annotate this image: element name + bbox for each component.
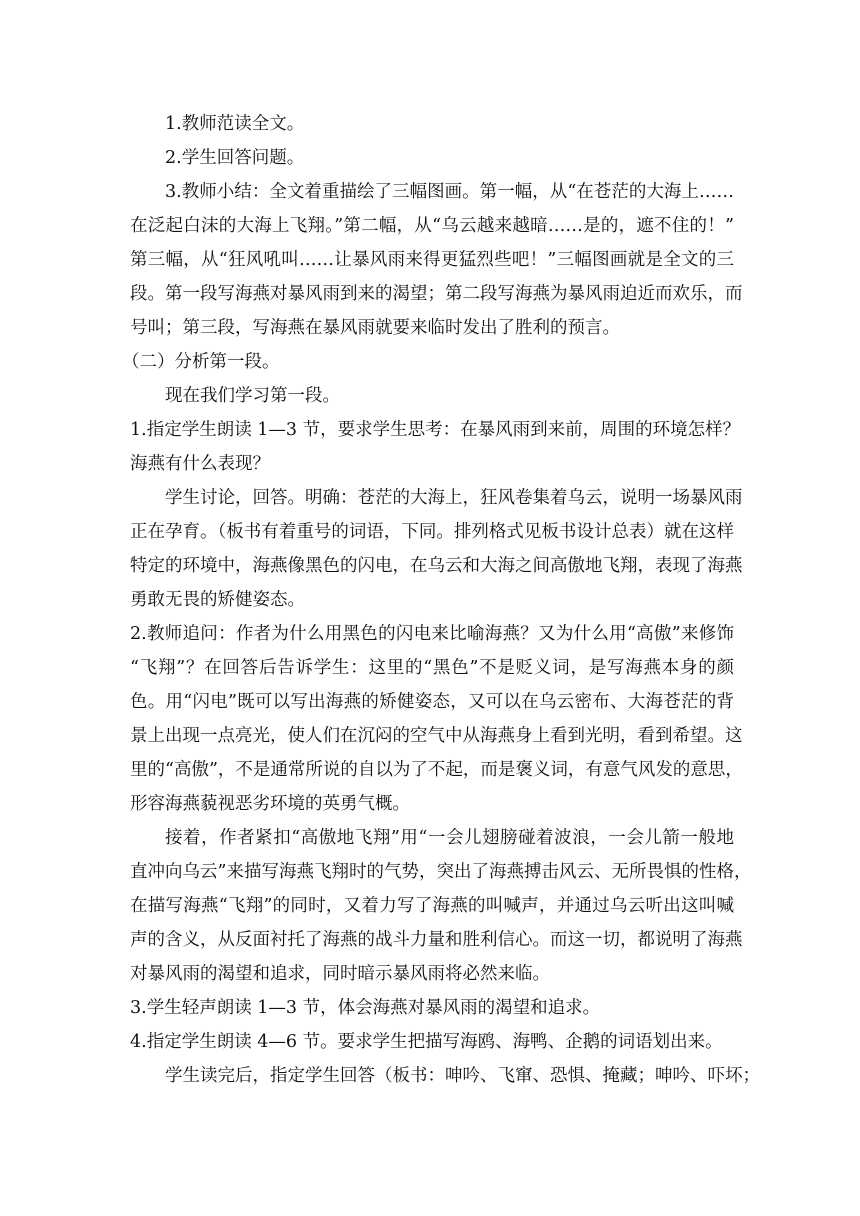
text-line: 1.指定学生朗读 1—3 节，要求学生思考：在暴风雨到来前，周围的环境怎样？ — [130, 420, 741, 440]
text-line: 1.教师范读全文。 — [165, 114, 305, 134]
text-line: 段。第一段写海燕对暴风雨到来的渴望；第二段写海燕为暴风雨迫近而欢乐，而 — [130, 284, 743, 304]
text-line: 接着，作者紧扣“高傲地飞翔”用“一会儿翅膀碰着波浪，一会儿箭一般地 — [165, 828, 734, 848]
text-line: 现在我们学习第一段。 — [165, 386, 340, 406]
text-line: 3.教师小结：全文着重描绘了三幅图画。第一幅，从“在苍茫的大海上…… — [165, 182, 734, 202]
text-line: 4.指定学生朗读 4—6 节。要求学生把描写海鸥、海鸭、企鹅的词语划出来。 — [130, 1032, 723, 1052]
text-line: 色。用“闪电”既可以写出海燕的矫健姿态，又可以在乌云密布、大海苍茫的背 — [130, 692, 734, 712]
text-line: “飞翔”？在回答后告诉学生：这里的“黑色”不是贬义词，是写海燕本身的颜 — [130, 658, 734, 678]
text-line: 3.学生轻声朗读 1—3 节，体会海燕对暴风雨的渴望和追求。 — [130, 998, 601, 1018]
section-heading: （二）分析第一段。 — [122, 352, 280, 372]
text-line: 海燕有什么表现？ — [130, 454, 270, 474]
text-line: 正在孕育。（板书有着重号的词语，下同。排列格式见板书设计总表）就在这样 — [130, 522, 734, 542]
text-line: 第三幅，从“狂风吼叫……让暴风雨来得更猛烈些吧！”三幅图画就是全文的三 — [130, 250, 734, 270]
text-line: 特定的环境中，海燕像黑色的闪电，在乌云和大海之间高傲地飞翔，表现了海燕 — [130, 556, 743, 576]
text-line: 号叫；第三段，写海燕在暴风雨就要来临时发出了胜利的预言。 — [130, 318, 620, 338]
text-line: 景上出现一点亮光，使人们在沉闷的空气中从海燕身上看到光明，看到希望。这 — [130, 726, 743, 746]
text-line: 对暴风雨的渴望和追求，同时暗示暴风雨将必然来临。 — [130, 964, 550, 984]
text-line: 学生读完后，指定学生回答（板书：呻吟、飞窜、恐惧、掩藏；呻吟、吓坏； — [165, 1066, 760, 1086]
text-line: 在泛起白沫的大海上飞翔。”第二幅，从“乌云越来越暗……是的，遮不住的！” — [130, 216, 734, 236]
text-line: 2.教师追问：作者为什么用黑色的闪电来比喻海燕？又为什么用“高傲”来修饰 — [130, 624, 734, 644]
text-line: 直冲向乌云”来描写海燕飞翔时的气势，突出了海燕搏击风云、无所畏惧的性格， — [130, 862, 752, 882]
text-line: 勇敢无畏的矫健姿态。 — [130, 590, 305, 610]
text-line: 学生讨论，回答。明确：苍茫的大海上，狂风卷集着乌云，说明一场暴风雨 — [165, 488, 743, 508]
text-line: 在描写海燕“飞翔”的同时，又着力写了海燕的叫喊声，并通过乌云听出这叫喊 — [130, 896, 734, 916]
text-line: 里的“高傲”，不是通常所说的自以为了不起，而是褒义词，有意气风发的意思， — [130, 760, 743, 780]
text-line: 声的含义，从反面衬托了海燕的战斗力量和胜利信心。而这一切，都说明了海燕 — [130, 930, 743, 950]
text-line: 2.学生回答问题。 — [165, 148, 305, 168]
text-line: 形容海燕藐视恶劣环境的英勇气概。 — [130, 794, 410, 814]
